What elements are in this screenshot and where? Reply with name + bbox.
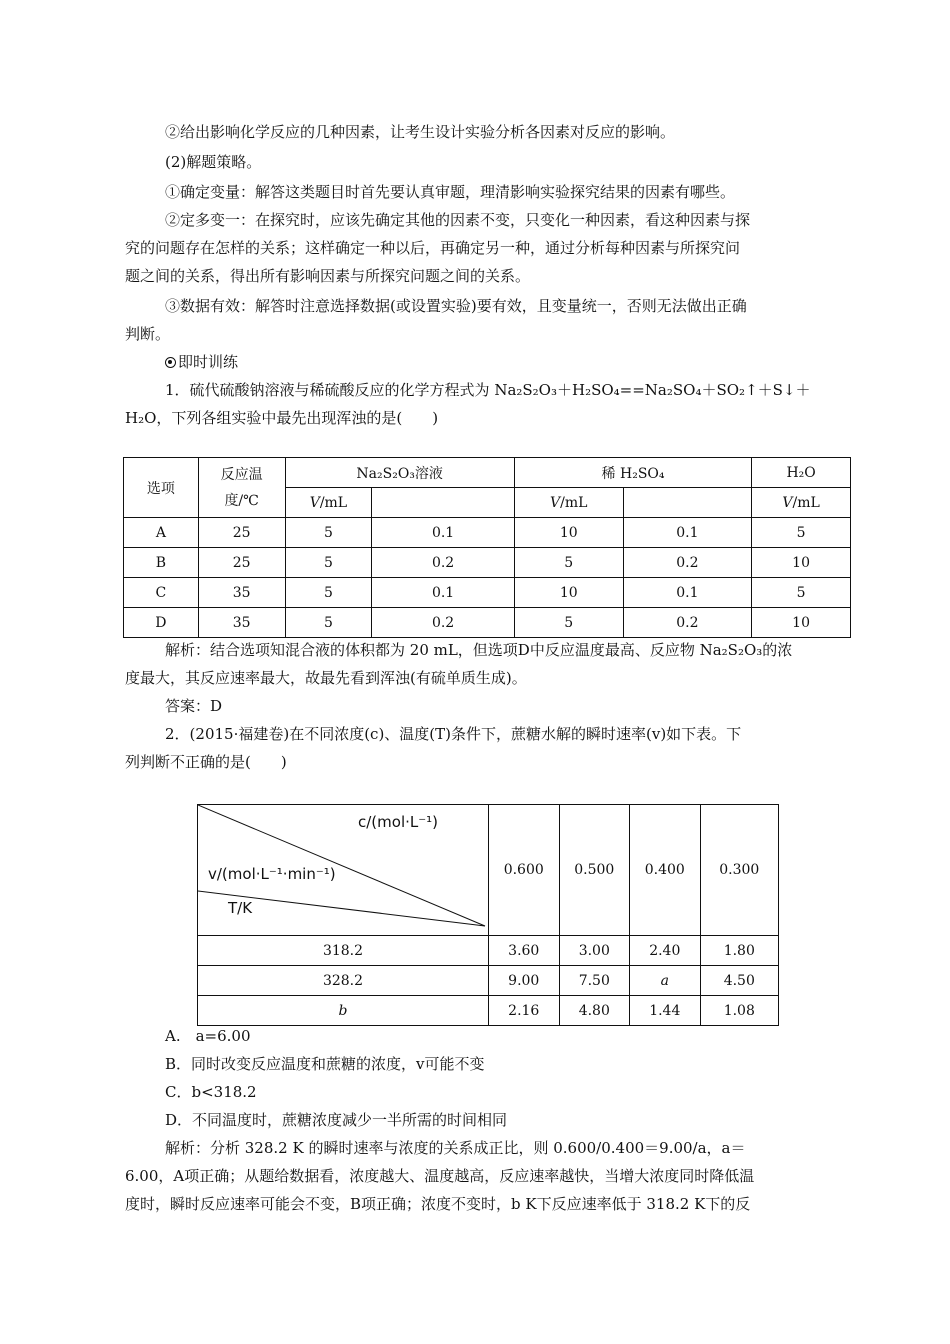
question-2-stem: 2．(2015·福建卷)在不同浓度(c)、温度(T)条件下，蔗糖水解的瞬时速率(v)如下表。下 (165, 725, 742, 743)
column-header: 0.500 (559, 805, 630, 936)
question-1-answer: 答案：D (165, 697, 223, 715)
cell: 2.16 (489, 996, 560, 1026)
cell: 5 (752, 578, 851, 608)
cell: 7.50 (559, 966, 630, 996)
cell: 5 (285, 548, 372, 578)
experiment-table (123, 457, 851, 638)
cell: 3.00 (559, 936, 630, 966)
table-row (198, 966, 779, 996)
text-line: 题之间的关系，得出所有影响因素与所探究问题之间的关系。 (125, 267, 531, 285)
header-volume: V/mL (752, 488, 851, 518)
row-label: 328.2 (198, 966, 489, 996)
cell: 5 (752, 518, 851, 548)
text-line: ②定多变一：在探究时，应该先确定其他的因素不变，只变化一种因素，看这种因素与探 (165, 211, 751, 229)
question-1-stem: H₂O，下列各组实验中最先出现浑浊的是( ) (125, 409, 439, 427)
option-b: B．同时改变反应温度和蔗糖的浓度，v可能不变 (165, 1055, 485, 1073)
question-2-analysis: 6.00，A项正确；从题给数据看，浓度越大、温度越高，反应速率越快，当增大浓度同时降低温 (125, 1167, 755, 1185)
column-header: 0.300 (700, 805, 778, 936)
cell: 5 (285, 518, 372, 548)
question-1-analysis: 解析：结合选项知混合液的体积都为 20 mL，但选项D中反应温度最高、反应物 Na₂S₂O₃的浓 (165, 641, 793, 659)
header-empty (623, 488, 752, 518)
cell: a (630, 966, 701, 996)
section-heading: 即时训练 (165, 352, 885, 372)
question-2-analysis: 解析：分析 328.2 K 的瞬时速率与浓度的关系成正比，则 0.600/0.400＝9.00/a，a＝ (165, 1139, 746, 1157)
text-line: ③数据有效：解答时注意选择数据(或设置实验)要有效，且变量统一，否则无法做出正确 (165, 297, 747, 315)
table-row (198, 996, 779, 1026)
column-header: 0.400 (630, 805, 701, 936)
option-d: D．不同温度时，蔗糖浓度减少一半所需的时间相同 (165, 1111, 508, 1129)
table-row (124, 548, 851, 578)
text-line: ①确定变量：解答这类题目时首先要认真审题，理清影响实验探究结果的因素有哪些。 (165, 183, 736, 201)
question-1-stem: 1．硫代硫酸钠溶液与稀硫酸反应的化学方程式为 Na₂S₂O₃＋H₂SO₄==Na₂SO₄＋SO₂↑＋S↓＋ (165, 381, 811, 399)
cell: 4.50 (700, 966, 778, 996)
question-1-analysis: 度最大，其反应速率最大，故最先看到浑浊(有硫单质生成)。 (125, 669, 527, 687)
cell: 10 (752, 548, 851, 578)
cell: 3.60 (489, 936, 560, 966)
cell: 5 (285, 608, 372, 638)
question-2-stem: 列判断不正确的是( ) (125, 753, 287, 771)
cell: 0.1 (372, 578, 515, 608)
text-line: (2)解题策略。 (165, 153, 262, 171)
cell: 5 (514, 608, 623, 638)
rate-table (197, 804, 779, 1026)
cell: 1.44 (630, 996, 701, 1026)
header-empty (372, 488, 515, 518)
text-line: 判断。 (125, 325, 171, 343)
text-line: ②给出影响化学反应的几种因素，让考生设计实验分析各因素对反应的影响。 (165, 123, 676, 141)
cell: 0.1 (372, 518, 515, 548)
cell: 35 (198, 578, 285, 608)
table-row (124, 518, 851, 548)
option-a: A. a=6.00 (165, 1027, 251, 1045)
table-row (124, 608, 851, 638)
cell: 0.1 (623, 578, 752, 608)
header-volume: V/mL (285, 488, 372, 518)
header-h2so4: 稀 H₂SO₄ (514, 458, 751, 488)
header-water: H₂O (752, 458, 851, 488)
cell: C (124, 578, 199, 608)
cell: 0.2 (372, 548, 515, 578)
cell: 10 (752, 608, 851, 638)
cell: A (124, 518, 199, 548)
question-2-analysis: 度时，瞬时反应速率可能会不变，B项正确；浓度不变时，b K下反应速率低于 318.2 K下的反 (125, 1195, 751, 1213)
cell: 4.80 (559, 996, 630, 1026)
option-c: C．b<318.2 (165, 1083, 257, 1101)
cell: 10 (514, 578, 623, 608)
row-label: b (198, 996, 489, 1026)
cell: 2.40 (630, 936, 701, 966)
column-header: 0.600 (489, 805, 560, 936)
header-temperature: 反应温 度/℃ (198, 458, 285, 518)
cell: 0.2 (372, 608, 515, 638)
cell: 0.1 (623, 518, 752, 548)
bullet-icon (165, 357, 176, 368)
row-label: 318.2 (198, 936, 489, 966)
header-volume: V/mL (514, 488, 623, 518)
diagonal-header (198, 805, 489, 936)
cell: 25 (198, 518, 285, 548)
cell: 25 (198, 548, 285, 578)
header-option: 选项 (124, 458, 199, 518)
cell: 5 (514, 548, 623, 578)
cell: 10 (514, 518, 623, 548)
concentration-label: c/(mol·L⁻¹) (358, 813, 439, 831)
cell: 1.08 (700, 996, 778, 1026)
table-row (198, 936, 779, 966)
cell: 1.80 (700, 936, 778, 966)
temperature-label: T/K (228, 899, 253, 917)
cell: 5 (285, 578, 372, 608)
cell: 0.2 (623, 608, 752, 638)
header-na2s2o3: Na₂S₂O₃溶液 (285, 458, 514, 488)
cell: 35 (198, 608, 285, 638)
text-line: 究的问题存在怎样的关系；这样确定一种以后，再确定另一种，通过分析每种因素与所探究问 (125, 239, 741, 257)
cell: 9.00 (489, 966, 560, 996)
cell: 0.2 (623, 548, 752, 578)
cell: D (124, 608, 199, 638)
cell: B (124, 548, 199, 578)
table-row (124, 578, 851, 608)
rate-label: v/(mol·L⁻¹·min⁻¹) (208, 865, 336, 883)
